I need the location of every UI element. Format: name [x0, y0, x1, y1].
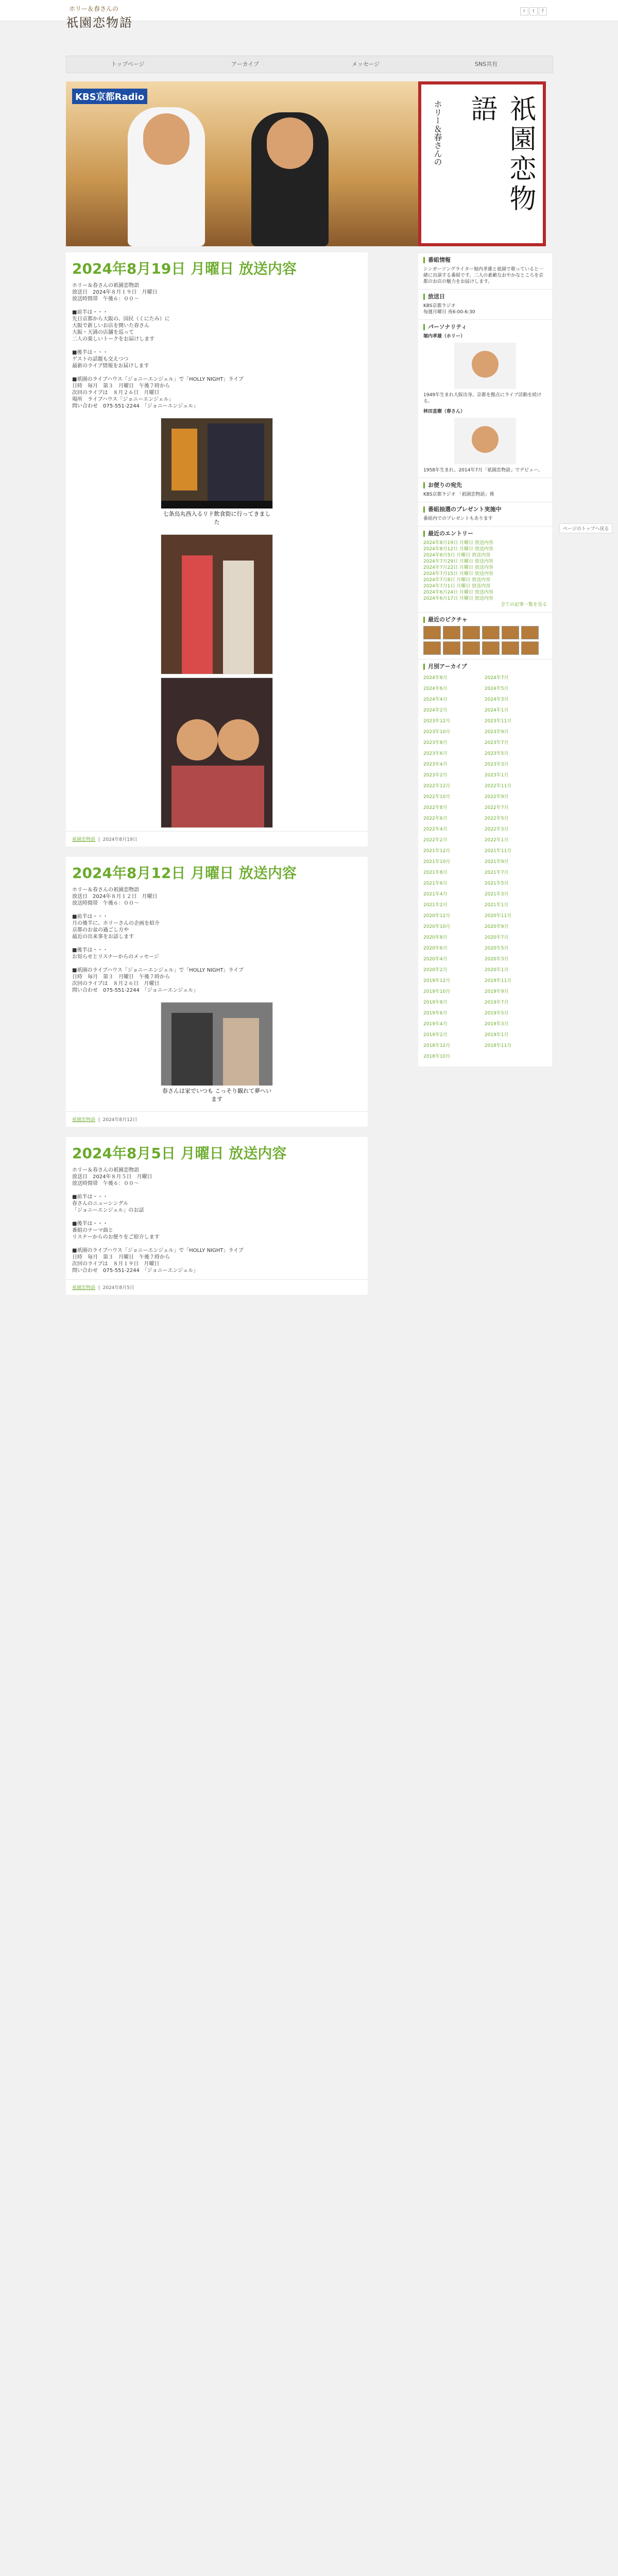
archive-month-link[interactable]: 2020年2月	[423, 968, 448, 973]
archive-column-left	[423, 673, 483, 1062]
post-body: ホリー＆春さんの祇園恋物語 放送日 2024年８月１２日 月曜日 放送時間帯 午後６：００〜 ■前半は・・・ 月の後半に、ホリーさんの企画を紹介 京都のお盆の過ごし方や 最近の出来事をお話します ■後半は・・・ お知らせとリスナーからのメッセージ ■祇園のライブハウス「ジョニーエンジェル」で「HOLLY NIGHT」ライブ 日時 毎月 第３ 月曜日 午後７時から 次回のライブは ８月２６日 月曜日 問い合わせ 075-551-2244 「ジョニーエンジェル」	[72, 887, 244, 993]
main-column	[66, 252, 368, 1305]
nav-item-top[interactable]: トップページ	[111, 61, 145, 67]
global-nav	[66, 56, 553, 73]
banner-sub: ホリー＆春さんの	[433, 100, 442, 166]
widget-body: KBS京都ラジオ 「祇園恋物語」係	[423, 492, 494, 497]
widget-info	[418, 252, 552, 289]
widget-personality	[418, 319, 552, 478]
widget-body: 番組内でのプレゼントもあります	[423, 516, 493, 521]
archive-month-link[interactable]: 2021年7月	[484, 870, 509, 875]
rss-icon[interactable]: r	[520, 7, 528, 15]
archive-month-link[interactable]: 2023年6月	[423, 751, 448, 756]
archive-month-link[interactable]: 2021年12月	[423, 849, 451, 854]
archive-month-link[interactable]: 2020年3月	[484, 957, 509, 962]
archive-month-link[interactable]: 2021年9月	[484, 859, 509, 865]
scroll-top-link[interactable]: ページのトップへ戻る	[559, 523, 612, 533]
holly-photo	[454, 343, 516, 389]
archive-month-link[interactable]: 2021年11月	[484, 849, 512, 854]
person2-bio: 1958年生まれ。2014年7月「祇園恋物語」でデビュー。	[423, 468, 543, 473]
archive-month-link[interactable]: 2024年1月	[484, 708, 509, 713]
photo-grid	[423, 626, 547, 655]
archive-month-link[interactable]: 2022年12月	[423, 784, 451, 789]
archive-month-link[interactable]: 2019年2月	[423, 1032, 448, 1038]
archive-month-link[interactable]: 2019年5月	[484, 1011, 509, 1016]
hero-image	[66, 81, 433, 246]
widget-body: KBS京都ラジオ 毎週月曜日 夜6:00-6:30	[423, 303, 475, 315]
archive-month-link[interactable]: 2023年2月	[423, 773, 448, 778]
archive-month-link[interactable]: 2019年10月	[423, 989, 451, 994]
widget-mail	[418, 478, 552, 502]
archive-month-link[interactable]: 2024年7月	[484, 675, 509, 681]
archive-month-link[interactable]: 2018年10月	[423, 1054, 451, 1059]
archive-month-link[interactable]: 2018年12月	[423, 1043, 451, 1048]
archive-month-link[interactable]: 2021年10月	[423, 859, 451, 865]
archive-month-link[interactable]: 2021年4月	[423, 892, 448, 897]
archive-month-link[interactable]: 2022年8月	[423, 805, 448, 810]
archive-month-link[interactable]: 2019年7月	[484, 1000, 509, 1005]
recent-entry[interactable]: 2024年8月19日 月曜日 放送内容	[423, 540, 493, 546]
person1-name: 堀内孝雄（ホリー）	[423, 334, 466, 339]
face-holly	[143, 113, 190, 165]
facebook-icon[interactable]: f	[539, 7, 547, 15]
recent-entry[interactable]: 2024年8月5日 月曜日 放送内容	[423, 553, 491, 558]
recent-entry[interactable]: 2024年6月24日 月曜日 放送内容	[423, 590, 493, 595]
archive-month-link[interactable]: 2021年1月	[484, 903, 509, 908]
archive-month-link[interactable]: 2024年2月	[423, 708, 448, 713]
archive-month-link[interactable]: 2021年3月	[484, 892, 509, 897]
widget-title: 月別アーカイブ	[423, 664, 547, 670]
photo-thumb[interactable]	[482, 641, 500, 655]
photo-thumb[interactable]	[502, 626, 519, 639]
nav-item-sns[interactable]: SNS共有	[474, 61, 498, 67]
archive-month-link[interactable]: 2022年4月	[423, 827, 448, 832]
widget-title: 番組情報	[423, 257, 547, 263]
category-link[interactable]: 祇園恋物語	[72, 837, 96, 842]
archive-column-right	[485, 673, 544, 1052]
post-0812	[66, 857, 368, 1127]
widget-photos	[418, 612, 552, 659]
archive-month-link[interactable]: 2023年9月	[484, 730, 509, 735]
widget-title: お便りの宛先	[423, 482, 547, 488]
logo-line1: ホリー＆春さんの	[69, 5, 119, 12]
photo-caption: 春さんは家でいつも こっそり観れて夢へいます	[160, 1086, 273, 1104]
sidebar	[418, 252, 552, 1066]
recent-entry[interactable]: 2024年7月15日 月曜日 放送内容	[423, 571, 493, 577]
recent-entry[interactable]: 2024年6月17日 月曜日 放送内容	[423, 596, 493, 601]
archive-month-link[interactable]: 2023年11月	[484, 719, 512, 724]
post-footer: 祇園恋物語 | 2024年8月12日	[66, 1111, 368, 1127]
photo-thumb[interactable]	[482, 626, 500, 639]
recent-entry[interactable]: 2024年7月29日 月曜日 放送内容	[423, 559, 493, 564]
recent-entry[interactable]: 2024年7月22日 月曜日 放送内容	[423, 565, 493, 570]
archive-month-link[interactable]: 2024年6月	[423, 686, 448, 691]
widget-title: 最近のエントリー	[423, 531, 547, 537]
post-date: 2024年8月19日	[102, 837, 138, 842]
person1-bio: 1949年生まれ大阪出身。京都を拠点にライブ活動を続ける。	[423, 393, 542, 404]
post-photo-3[interactable]	[161, 677, 273, 828]
archive-month-link[interactable]: 2023年10月	[423, 730, 451, 735]
archive-month-link[interactable]: 2019年4月	[423, 1022, 448, 1027]
archive-month-link[interactable]: 2020年4月	[423, 957, 448, 962]
recent-entry[interactable]: 2024年7月1日 月曜日 放送内容	[423, 584, 491, 589]
archive-month-link[interactable]: 2020年10月	[423, 924, 451, 929]
post-footer: 祇園恋物語 | 2024年8月5日	[66, 1279, 368, 1295]
hero-background	[66, 81, 433, 246]
archive-month-link[interactable]: 2019年3月	[484, 1022, 509, 1027]
archive-month-link[interactable]: 2022年11月	[484, 784, 512, 789]
archive-month-link[interactable]: 2022年5月	[484, 816, 509, 821]
face-haru	[267, 117, 313, 169]
archive-month-link[interactable]: 2018年11月	[484, 1043, 512, 1048]
photo-thumb[interactable]	[423, 641, 441, 655]
logo-line2: 祇園恋物語	[66, 15, 133, 30]
post-0805	[66, 1137, 368, 1295]
site-logo[interactable]	[66, 4, 159, 33]
widget-title: 放送日	[423, 294, 547, 300]
archive-month-link[interactable]: 2022年7月	[484, 805, 509, 810]
archive-month-link[interactable]: 2023年1月	[484, 773, 509, 778]
photo-thumb[interactable]	[502, 641, 519, 655]
post-title[interactable]: 2024年8月19日 月曜日 放送内容	[72, 260, 297, 277]
photo-thumb[interactable]	[423, 626, 441, 639]
photo-thumb[interactable]	[443, 641, 460, 655]
archive-month-link[interactable]: 2021年8月	[423, 870, 448, 875]
archive-month-link[interactable]: 2024年4月	[423, 697, 448, 702]
archive-month-link[interactable]: 2021年5月	[484, 881, 509, 886]
photo-thumb[interactable]	[462, 641, 480, 655]
twitter-icon[interactable]: t	[529, 7, 538, 15]
post-title[interactable]: 2024年8月12日 月曜日 放送内容	[72, 865, 297, 882]
archive-month-link[interactable]: 2019年6月	[423, 1011, 448, 1016]
hero-banner	[418, 81, 546, 246]
post-date: 2024年8月5日	[102, 1285, 134, 1291]
recent-entry[interactable]: 2024年7月8日 月曜日 放送内容	[423, 578, 491, 583]
widget-title: パーソナリティ	[423, 324, 547, 330]
archive-month-link[interactable]: 2020年11月	[484, 913, 512, 919]
post-date: 2024年8月12日	[102, 1117, 138, 1123]
photo-thumb[interactable]	[521, 626, 539, 639]
archive-month-link[interactable]: 2019年1月	[484, 1032, 509, 1038]
archive-month-link[interactable]: 2020年5月	[484, 946, 509, 951]
archive-month-link[interactable]: 2023年12月	[423, 719, 451, 724]
archive-month-link[interactable]: 2024年5月	[484, 686, 509, 691]
archive-month-link[interactable]: 2024年8月	[423, 675, 448, 681]
recent-more-link[interactable]: 全ての記事一覧を見る	[500, 602, 547, 607]
archive-month-link[interactable]: 2020年6月	[423, 946, 448, 951]
archive-month-link[interactable]: 2020年7月	[484, 935, 509, 940]
widget-present	[418, 502, 552, 526]
archive-month-link[interactable]: 2019年11月	[484, 978, 512, 984]
archive-month-link[interactable]: 2019年12月	[423, 978, 451, 984]
archive-month-link[interactable]: 2022年10月	[423, 794, 451, 800]
post-title[interactable]: 2024年8月5日 月曜日 放送内容	[72, 1145, 287, 1162]
archive-month-link[interactable]: 2020年9月	[484, 924, 509, 929]
archive-month-link[interactable]: 2020年12月	[423, 913, 451, 919]
post-photo-2[interactable]	[161, 534, 273, 674]
nav-item-archive[interactable]: アーカイブ	[231, 61, 259, 67]
archive-month-link[interactable]: 2019年9月	[484, 989, 509, 994]
archive-month-link[interactable]: 2022年6月	[423, 816, 448, 821]
archive-month-link[interactable]: 2023年5月	[484, 751, 509, 756]
archive-month-link[interactable]: 2022年3月	[484, 827, 509, 832]
photo-thumb[interactable]	[443, 626, 460, 639]
post-footer: 祇園恋物語 | 2024年8月19日	[66, 831, 368, 846]
archive-month-link[interactable]: 2023年3月	[484, 762, 509, 767]
archive-month-link[interactable]: 2021年6月	[423, 881, 448, 886]
archive-month-link[interactable]: 2024年3月	[484, 697, 509, 702]
archive-month-link[interactable]: 2022年9月	[484, 794, 509, 800]
archive-month-link[interactable]: 2020年8月	[423, 935, 448, 940]
category-link[interactable]: 祇園恋物語	[72, 1117, 96, 1123]
recent-entry[interactable]: 2024年8月12日 月曜日 放送内容	[423, 547, 493, 552]
archive-month-link[interactable]: 2021年2月	[423, 903, 448, 908]
category-link[interactable]: 祇園恋物語	[72, 1285, 96, 1291]
post-0819	[66, 252, 368, 846]
archive-month-link[interactable]: 2022年2月	[423, 838, 448, 843]
archive-month-link[interactable]: 2023年4月	[423, 762, 448, 767]
widget-recent	[418, 526, 552, 612]
banner-title: 祇園恋物語	[466, 95, 536, 214]
post-body: ホリー＆春さんの祇園恋物語 放送日 2024年８月５日 月曜日 放送時間帯 午後６：００〜 ■前半は・・・ 春さんのニューシングル 「ジョニーエンジェル」のお話 ■後半は・・・ 番組のテーマ曲と リスナーからのお便りをご紹介します ■祇園のライブハウス「ジョニーエンジェル」で「HOLLY NIGHT」ライブ 日時 毎月 第３ 月曜日 午後７時から 次回のライブは ８月１９日 月曜日 問い合わせ 075-551-2244 「ジョニーエンジェル」	[72, 1167, 244, 1274]
haru-photo	[454, 418, 516, 464]
person2-name: 林田直樹（春さん）	[423, 409, 466, 414]
widget-title: 番組抽選のプレゼント実施中	[423, 506, 547, 513]
archive-month-link[interactable]: 2020年1月	[484, 968, 509, 973]
kbs-logo: KBS京都Radio	[72, 89, 147, 104]
post-body: ホリー＆春さんの祇園恋物語 放送日 2024年８月１９日 月曜日 放送時間帯 午後６：００〜 ■前半は・・・ 先日京都から大阪の、国民（くにたみ）に 大阪で新しいお店を開いた春さん 大阪・天満の店舗を巡って 二人の楽しいトークをお届けします ■後半は・・・ ゲストの話題も交えつつ 最新のライブ情報をお届けします ■祇園のライブハウス「ジョニーエンジェル」で「HOLLY NIGHT」ライブ 日時 毎月 第３ 月曜日 午後７時から 次回のライブは ８月２６日 月曜日 場所 ライブハウス「ジョニーエンジェル」 問い合わせ 075-551-2244 「ジョニーエンジェル」	[72, 283, 244, 409]
archive-month-link[interactable]: 2023年8月	[423, 740, 448, 745]
widget-station	[418, 289, 552, 319]
widget-archive	[418, 659, 552, 1066]
archive-month-link[interactable]: 2019年8月	[423, 1000, 448, 1005]
archive-month-link[interactable]: 2023年7月	[484, 740, 509, 745]
photo-caption: 七条烏丸西入るリド飲食街に行ってきました	[160, 509, 273, 527]
widget-title: 最近のピクチャ	[423, 617, 547, 623]
nav-item-message[interactable]: メッセージ	[351, 61, 380, 67]
widget-body: シンガーソングライター堀内孝雄と祇園で歌っていると一緒に出演する番組です。二人の素敵なおやかなところを京都のお店の魅力をお届けします。	[423, 267, 544, 284]
photo-thumb[interactable]	[521, 641, 539, 655]
archive-month-link[interactable]: 2022年1月	[484, 838, 509, 843]
photo-thumb[interactable]	[462, 626, 480, 639]
